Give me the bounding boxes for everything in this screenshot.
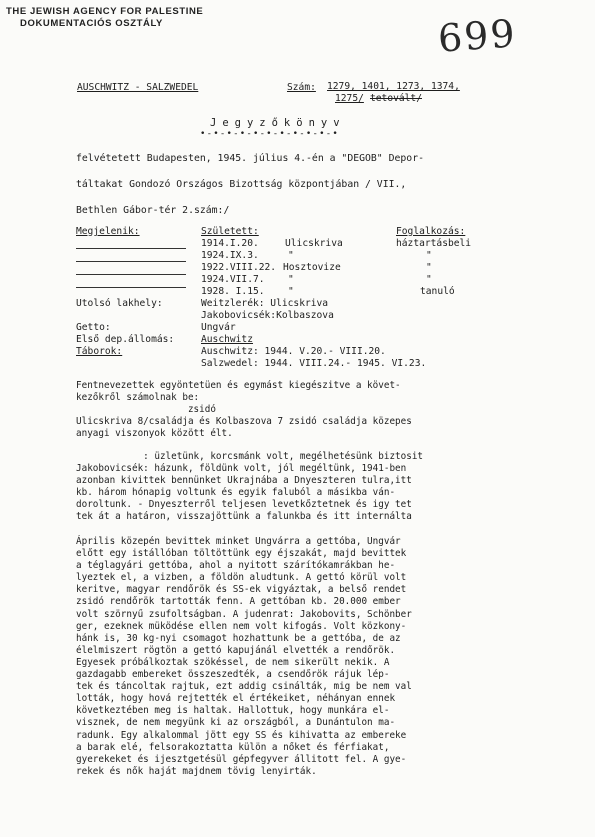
p3-line-17: radunk. Egy alkalommal jött egy SS és kihivatta az embereke [76,729,407,741]
document-title: Jegyzőkönyv [210,117,346,129]
name-column-lines [76,236,186,296]
paragraph-1 [76,380,546,440]
stamp-line-1: THE JEWISH AGENCY FOR PALESTINE [6,6,204,17]
row-4-place: " [288,274,294,285]
p1-line-4: Ulicskriva 8/családja és Kolbaszova 7 zsidó családja közepes [76,416,412,428]
row-3-date: 1922.VIII.22. [201,262,277,273]
p3-line-3: a téglagyári gettóba, ahol a nyitott szárítókamrákban he- [76,560,396,572]
intro-line-1: felvétetett Budapesten, 1945. július 4.-én a "DEGOB" Depor- [76,153,424,164]
lakhely-2: Jakobovicsék:Kolbaszova [201,310,334,321]
title-underline-dots: •-•-•-•-•-•-•-•-•-•-• [200,129,339,139]
p3-line-15: következtében meg is haltak. Hallottuk, hogy munkára el- [76,705,390,717]
getto-value: Ungvár [201,322,236,333]
case-numbers-2: 1275/ [335,93,364,104]
taborok-label: Táborok: [76,346,123,357]
foglalkozas-label: Foglalkozás: [396,226,466,237]
p3-line-16: visznek, de nem megyünk ki az országból, a Dunántulon ma- [76,717,396,729]
p2-line-4: kb. három hónapig voltunk és egyik faluból a másikba ván- [76,487,396,499]
intro-line-3: Bethlen Gábor-tér 2.szám:/ [76,205,230,216]
p1-line-2: kezőkről számolnak be: [76,392,200,404]
p3-line-10: élelmiszert rögtön a gettó kapujánál elvették a rendőrök. [76,644,396,656]
paragraph-3 [76,536,546,778]
p3-line-7: volt szörnyű zsufoltságban. A judenrat: Jakobovits, Schönber [76,608,412,620]
p3-line-4: lyeztek el, a vizben, a földön aludtunk. A gettó körül volt [76,572,407,584]
szuletett-label: Született: [201,226,259,237]
p2-line-6: tek át a határon, visszajöttünk a falunkba és itt internálta [76,511,412,523]
p3-line-9: hánk is, 30 kg-nyi csomagot hozhattunk be a gettóba, de az [76,632,401,644]
intro-line-2: táltakat Gondozó Országos Bizottság központjában / VII., [76,179,407,190]
paragraph-2 [76,451,546,524]
p2-line-5: doroltunk. - Dnyeszterről teljesen levetkőztetnek és igy tet [76,499,412,511]
place-header: AUSCHWITZ - SALZWEDEL [77,82,199,93]
p3-line-20: rekek és nők haját majdnem tövig lenyirták. [76,765,317,777]
row-4-date: 1924.VII.7. [201,274,265,285]
p3-line-5: keritve, magyar rendőrök és SS-ek vigyáztak, a belső rendet [76,584,407,596]
p3-line-6: zsidó rendőrök tartották fenn. A gettóban kb. 20.000 ember [76,596,401,608]
p3-line-2: előtt egy istállóban töltöttünk egy éjszakát, majd bevittek [76,548,407,560]
p3-line-8: ger, ezeknek müködése ellen nem volt kifogás. Volt közkony- [76,620,407,632]
tabor-2: Salzwedel: 1944. VIII.24.- 1945. VI.23. [201,358,427,369]
p2-line-2: Jakobovicsék: házunk, földünk volt, jól megéltünk, 1941-ben [76,463,407,475]
p1-line-3: zsidó [76,404,216,416]
row-1-job: háztartásbeli [396,238,472,249]
p1-line-5: anyagi viszonyok között élt. [76,428,233,440]
getto-label: Getto: [76,322,111,333]
deport-label: Első dep.állomás: [76,334,175,345]
p1-line-1: Fentnevezettek egyöntetüen és egymást kiegészitve a követ- [76,380,401,391]
stamp-line-2: DOKUMENTACIÓS OSZTÁLY [20,18,163,29]
lakhely-1: Weitzlerék: Ulicskriva [201,298,329,309]
p3-line-12: gazdagabb embereket összeszedték, a csendőrök rájuk lép- [76,669,390,681]
row-1-place: Ulicskriva [285,238,343,249]
p3-line-14: lották, hogy hová rejtették el értékeiket, néhányan ennek [76,693,396,705]
p3-line-18: a barak elé, felsorakoztatta külön a nőket és férfiakat, [76,741,390,753]
struck-text: tetovált/ [370,93,422,104]
row-3-place: Hosztovize [283,262,341,273]
case-numbers: 1279, 1401, 1273, 1374, [327,81,460,92]
row-5-date: 1928. I.15. [201,286,265,297]
lakhely-label: Utolsó lakhely: [76,298,163,309]
row-4-job: " [426,274,432,285]
row-2-place: " [288,250,294,261]
row-1-date: 1914.I.20. [201,238,259,249]
handwritten-number: 699 [436,11,518,61]
megjelenik-label: Megjelenik: [76,226,140,237]
deport-value: Auschwitz [201,334,253,345]
row-5-place: " [288,286,294,297]
tabor-1: Auschwitz: 1944. V.20.- VIII.20. [201,346,386,357]
row-2-date: 1924.IX.3. [201,250,259,261]
row-3-job: " [426,262,432,273]
szam-label: Szám: [287,82,316,93]
p3-line-13: tek és táncoltak rajtuk, ezt addig csinálták, mig be nem val [76,681,412,693]
p2-line-1: : üzletünk, korcsmánk volt, megélhetésünk biztosit [76,451,424,462]
p3-line-1: Április közepén bevittek minket Ungvárra a gettóba, Ungvár [76,536,401,547]
archive-stamp [6,6,203,30]
p3-line-11: Egyesek próbálkoztak szökéssel, de nem sikerült nekik. A [76,656,390,668]
p3-line-19: gyerekeket és ijesztgetésül gépfegyver állitott fel. A gye- [76,753,407,765]
row-5-job: tanuló [420,286,455,297]
p2-line-3: azonban kivittek bennünket Ukrajnába a Dnyeszteren tulra,itt [76,475,412,487]
row-2-job: " [426,250,432,261]
